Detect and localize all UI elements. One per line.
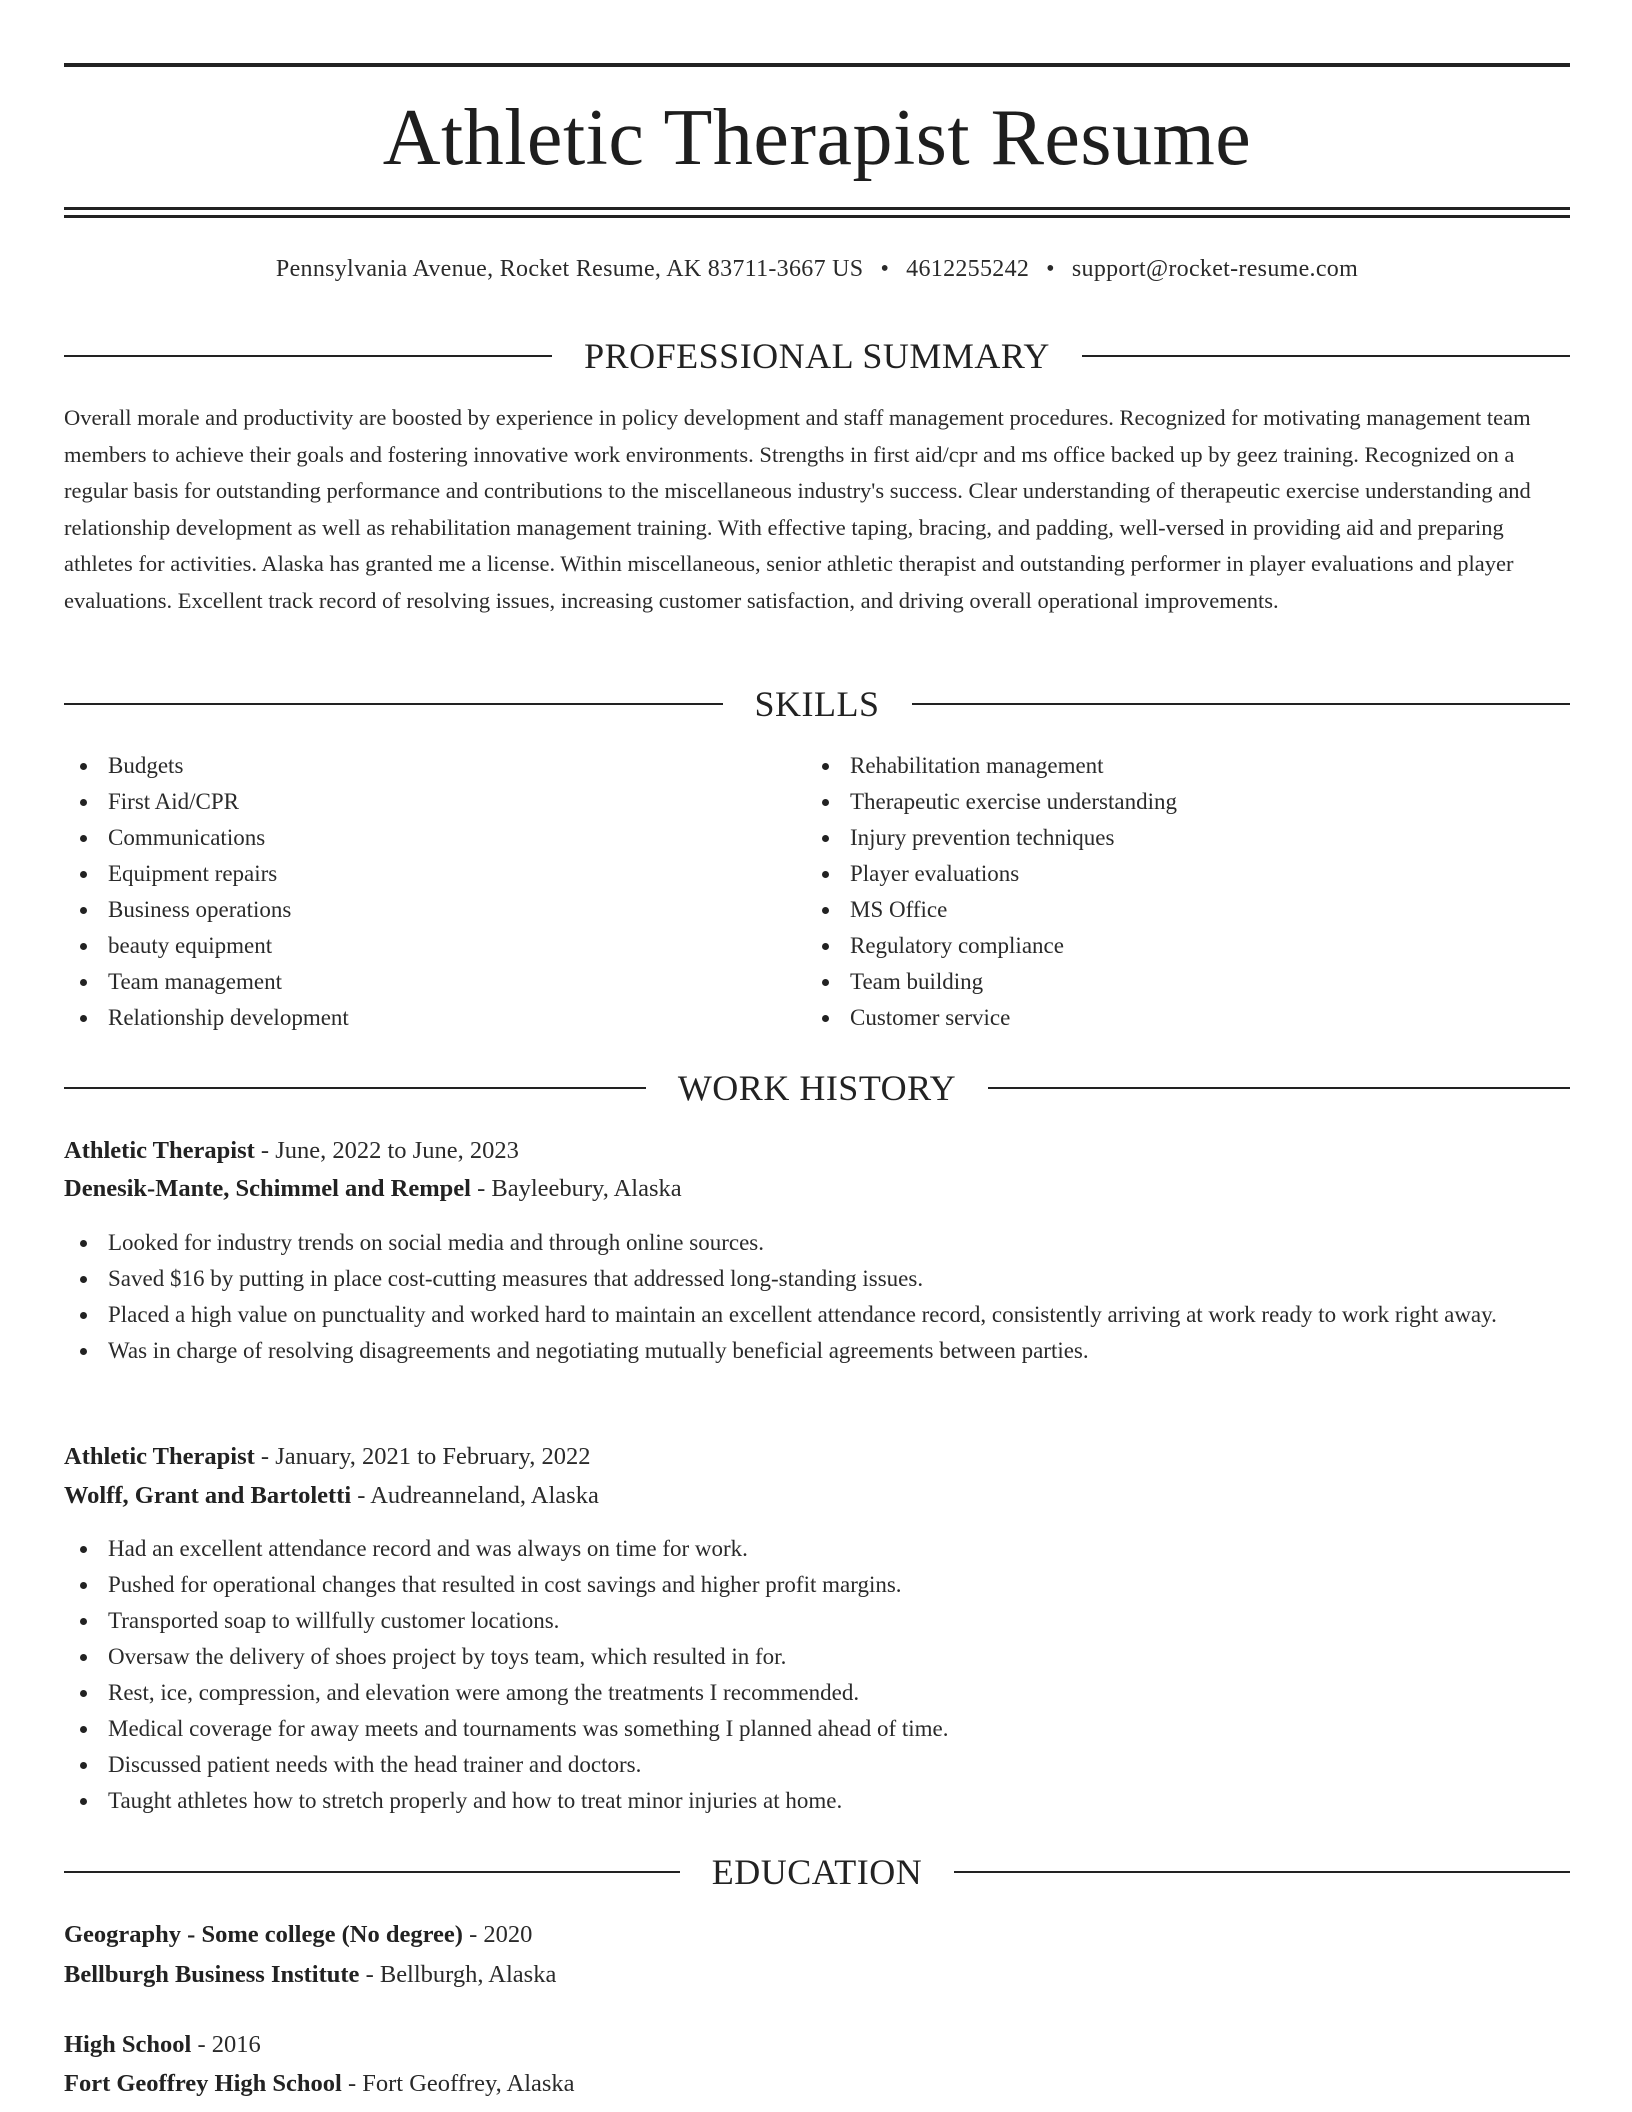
skill-item: Team management (64, 964, 764, 1000)
job-company-line (64, 1477, 1570, 1515)
education-degree: Geography - Some college (No degree) (64, 1921, 463, 1948)
skill-item: Customer service (806, 1000, 1506, 1036)
divider (64, 355, 552, 357)
job-duty: Rest, ice, compression, and elevation were among the treatments I recommended. (64, 1675, 1570, 1711)
section-title-education: EDUCATION (711, 1852, 923, 1892)
title-rule-lower (64, 215, 1570, 218)
skills-column-left (64, 748, 764, 1036)
education-school: Fort Geoffrey High School (64, 2070, 342, 2097)
job-duties-list (64, 1225, 1570, 1369)
summary-section-header (64, 336, 1570, 376)
job-duty: Placed a high value on punctuality and worked hard to maintain an excellent attendance record, consistently arriving at work ready to work right away. (64, 1297, 1570, 1333)
job-company: Wolff, Grant and Bartoletti (64, 1482, 352, 1509)
job-dates: - June, 2022 to June, 2023 (254, 1137, 519, 1164)
education-school: Bellburgh Business Institute (64, 1961, 360, 1988)
education-degree-line (64, 1916, 1570, 1954)
skill-item: Equipment repairs (64, 856, 764, 892)
resume-title: Athletic Therapist Resume (382, 94, 1252, 182)
summary-paragraph: Overall morale and productivity are boosted by experience in policy development and staff management procedures. Recognized for motivating management team members to achieve their goals and fostering innovative work environments. Strengths in first aid/cpr and ms office backed up by geez training. Recognized on a regular basis for outstanding performance and contributions to the miscellaneous industry's success. Clear understanding of therapeutic exercise understanding and relationship development as well as rehabilitation management training. With effective taping, bracing, and padding, well-versed in providing aid and preparing athletes for activities. Alaska has granted me a license. Within miscellaneous, senior athletic therapist and outstanding performer in player evaluations and player evaluations. Excellent track record of resolving issues, increasing customer satisfaction, and driving overall operational improvements. (64, 405, 1531, 613)
education-year: - 2020 (462, 1921, 533, 1948)
job-duties (64, 1225, 1570, 1369)
contact-address: Pennsylvania Avenue, Rocket Resume, AK 83711-3667 US (275, 256, 864, 282)
divider (64, 703, 723, 705)
education-school-line (64, 1956, 1570, 1994)
skill-item: Budgets (64, 748, 764, 784)
job-duty: Looked for industry trends on social media and through online sources. (64, 1225, 1570, 1261)
job-duties-list (64, 1531, 1570, 1819)
job-title: Athletic Therapist (64, 1137, 255, 1164)
contact-line (64, 256, 1570, 283)
skill-item: Relationship development (64, 1000, 764, 1036)
section-title-skills: SKILLS (754, 684, 880, 724)
job-duty: Saved $16 by putting in place cost-cutting measures that addressed long-standing issues. (64, 1261, 1570, 1297)
job-duty: Discussed patient needs with the head trainer and doctors. (64, 1747, 1570, 1783)
skill-item: Therapeutic exercise understanding (806, 784, 1506, 820)
section-title-work: WORK HISTORY (677, 1068, 957, 1108)
job-duty: Transported soap to willfully customer locations. (64, 1603, 1570, 1639)
contact-separator: • (1046, 256, 1055, 282)
title-rule-upper (64, 207, 1570, 210)
divider (64, 1087, 646, 1089)
job-duty: Taught athletes how to stretch properly and how to treat minor injuries at home. (64, 1783, 1570, 1819)
skill-item: Regulatory compliance (806, 928, 1506, 964)
skill-item: beauty equipment (64, 928, 764, 964)
skill-item: Team building (806, 964, 1506, 1000)
top-rule (64, 63, 1570, 67)
job-duty: Oversaw the delivery of shoes project by toys team, which resulted in for. (64, 1639, 1570, 1675)
divider (64, 1871, 680, 1873)
divider (954, 1871, 1570, 1873)
skills-column-right (806, 748, 1506, 1036)
section-title-summary: PROFESSIONAL SUMMARY (584, 336, 1050, 376)
divider (988, 1087, 1570, 1089)
divider (912, 703, 1571, 705)
job-location: - Audreanneland, Alaska (351, 1482, 599, 1509)
contact-email: support@rocket-resume.com (1071, 256, 1359, 282)
job-duty: Had an excellent attendance record and was always on time for work. (64, 1531, 1570, 1567)
education-location: - Fort Geoffrey, Alaska (341, 2070, 575, 2097)
education-location: - Bellburgh, Alaska (359, 1961, 557, 1988)
education-section-header (64, 1852, 1570, 1892)
job-dates: - January, 2021 to February, 2022 (254, 1443, 591, 1470)
education-year: - 2016 (191, 2031, 261, 2058)
job-location: - Bayleebury, Alaska (470, 1175, 682, 1202)
job-company-line (64, 1170, 1570, 1208)
job-duty: Pushed for operational changes that resulted in cost savings and higher profit margins. (64, 1567, 1570, 1603)
job-duty: Was in charge of resolving disagreements and negotiating mutually beneficial agreements between parties. (64, 1333, 1570, 1369)
job-title-line (64, 1438, 1570, 1476)
job-duties (64, 1531, 1570, 1819)
skills-section-header (64, 684, 1570, 724)
divider (1082, 355, 1570, 357)
skills-list-right (806, 748, 1506, 1036)
skill-item: Rehabilitation management (806, 748, 1506, 784)
skill-item: MS Office (806, 892, 1506, 928)
skills-list-left (64, 748, 764, 1036)
education-degree: High School (64, 2031, 192, 2058)
job-title-line (64, 1132, 1570, 1170)
job-company: Denesik-Mante, Schimmel and Rempel (64, 1175, 471, 1202)
contact-separator: • (880, 256, 890, 282)
skill-item: Injury prevention techniques (806, 820, 1506, 856)
contact-phone: 4612255242 (906, 256, 1030, 282)
education-school-line (64, 2065, 1570, 2103)
skill-item: Player evaluations (806, 856, 1506, 892)
job-title: Athletic Therapist (64, 1443, 255, 1470)
skill-item: First Aid/CPR (64, 784, 764, 820)
job-duty: Medical coverage for away meets and tournaments was something I planned ahead of time. (64, 1711, 1570, 1747)
work-section-header (64, 1068, 1570, 1108)
education-degree-line (64, 2026, 1570, 2064)
skill-item: Business operations (64, 892, 764, 928)
skill-item: Communications (64, 820, 764, 856)
